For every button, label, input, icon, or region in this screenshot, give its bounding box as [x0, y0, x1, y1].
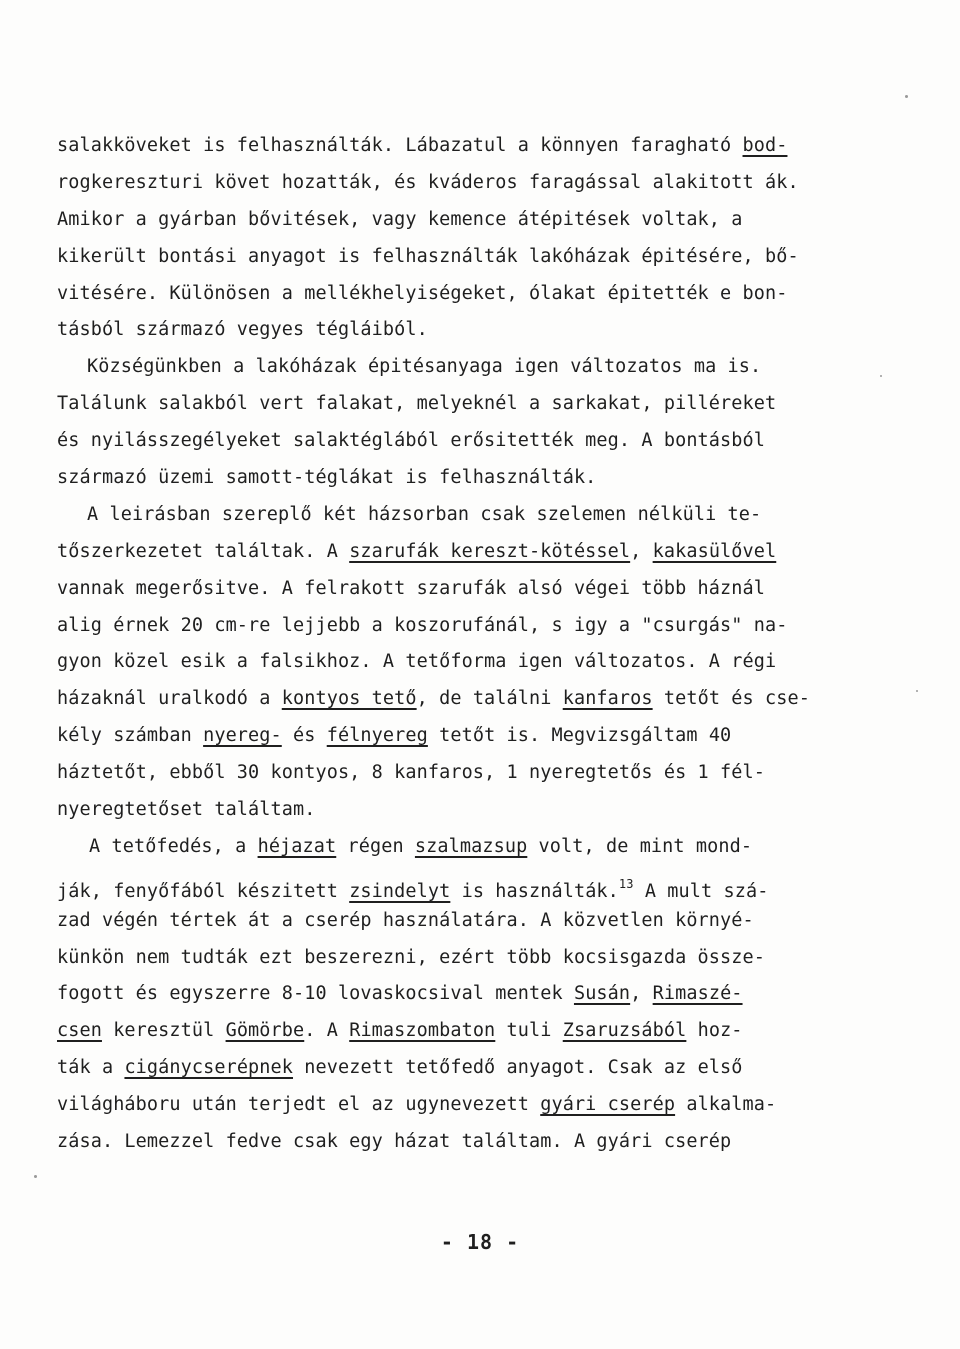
text-line	[57, 497, 817, 534]
text-run: Községünkben a lakóházak épitésanyaga igen változatos ma is.	[87, 356, 762, 378]
text-run: ják, fenyőfából készitett	[57, 880, 350, 902]
text-run: volt, de mint mond-	[527, 835, 753, 857]
underlined-term: szarufák kereszt-kötéssel	[349, 540, 631, 562]
text-run: származó üzemi samott-téglákat is felhasználták.	[57, 467, 597, 489]
underlined-term: bod-	[742, 135, 788, 156]
text-line	[57, 202, 817, 239]
text-run: ,	[630, 540, 653, 562]
text-line	[57, 534, 817, 571]
underlined-term: szalmazsup	[414, 835, 528, 857]
text-line	[57, 644, 817, 681]
text-run: ,	[630, 983, 653, 1005]
text-line	[57, 866, 817, 903]
scan-speck	[905, 95, 908, 98]
text-run: vannak megerősitve. A felrakott szarufák alsó végei több háznál	[57, 577, 765, 599]
text-run: , de találni	[416, 688, 563, 710]
text-line	[57, 386, 817, 423]
scan-speck	[34, 1175, 37, 1178]
text-run: házaknál uralkodó a	[57, 688, 282, 710]
text-run: salakköveket is felhasználták. Lábazatul a könnyen faragható	[57, 135, 743, 156]
text-run: Találunk salakból vert falakat, melyeknél a sarkakat, pilléreket	[57, 393, 777, 415]
text-line	[57, 128, 817, 165]
text-line	[57, 1087, 817, 1124]
underlined-term: csen	[57, 1020, 102, 1042]
underlined-term: Gömörbe	[225, 1020, 305, 1042]
text-line	[57, 755, 817, 792]
text-line	[57, 976, 817, 1013]
underlined-term: félnyereg	[326, 725, 428, 747]
text-run: és nyilásszegélyeket salaktéglából erősitették meg. A bontásból	[57, 430, 765, 452]
underlined-term: gyári cserép	[540, 1094, 676, 1116]
text-line	[57, 1124, 817, 1161]
text-run: és	[281, 725, 327, 747]
underlined-term: héjazat	[257, 835, 337, 857]
text-run: künkön nem tudták ezt beszerezni, ezért több kocsisgazda össze-	[57, 946, 765, 968]
text-run: zása. Lemezzel fedve csak egy házat találtam. A gyári cserép	[57, 1131, 732, 1153]
text-line	[57, 571, 817, 608]
text-run: nevezett tetőfedő anyagot. Csak az első	[293, 1057, 743, 1079]
text-line	[57, 940, 817, 977]
text-line	[57, 349, 817, 386]
text-run: vitésére. Különösen a mellékhelyiségeket, ólakat épitették e bon-	[57, 282, 788, 304]
text-line	[57, 312, 817, 349]
underlined-term: kakasülővel	[652, 540, 777, 562]
text-run: A leirásban szereplő két házsorban csak szelemen nélküli te-	[87, 503, 762, 525]
text-run: régen	[336, 835, 415, 857]
text-run: Amikor a gyárban bővitések, vagy kemence átépitések voltak, a	[57, 208, 743, 230]
scan-speck	[916, 690, 918, 692]
text-line	[57, 423, 817, 460]
text-run: zad végén tértek át a cserép használatára. A közvetlen környé-	[57, 909, 754, 931]
text-run: kikerült bontási anyagot is felhasználták lakóházak épitésére, bő-	[57, 245, 799, 267]
text-run: világháboru után terjedt el az ugynevezett	[57, 1094, 541, 1116]
underlined-term: Zsaruzsából	[562, 1020, 687, 1042]
text-line	[57, 608, 817, 645]
underlined-term: kanfaros	[562, 688, 653, 710]
text-run: keresztül	[101, 1020, 226, 1042]
page-number: - 18 -	[440, 1230, 520, 1254]
text-line	[57, 718, 817, 755]
text-run: tetőt és cse-	[652, 688, 810, 710]
scan-speck	[880, 375, 882, 377]
text-run: kély számban	[57, 725, 204, 747]
text-run: fogott és egyszerre 8-10 lovaskocsival mentek	[57, 983, 574, 1005]
text-run: háztetőt, ebből 30 kontyos, 8 kanfaros, 1 nyeregtetős és 1 fél-	[57, 762, 765, 784]
text-run: gyon közel esik a falsikhoz. A tetőforma igen változatos. A régi	[57, 651, 777, 673]
text-run: alig érnek 20 cm-re lejjebb a koszorufánál, s igy a "csurgás" na-	[57, 614, 788, 636]
underlined-term: Susán	[573, 983, 631, 1005]
text-run: hoz-	[686, 1020, 743, 1042]
underlined-term: cigánycserépnek	[124, 1057, 294, 1079]
text-line	[57, 1013, 817, 1050]
underlined-term: nyereg-	[203, 725, 282, 747]
body-text	[57, 128, 817, 1161]
text-run: tőszerkezetet találtak. A	[57, 540, 350, 562]
text-line	[57, 1050, 817, 1087]
text-run: . A	[304, 1020, 350, 1042]
text-run: A tetőfedés, a	[89, 835, 258, 857]
text-line	[57, 239, 817, 276]
text-run: alkalma-	[675, 1094, 777, 1116]
text-run: ták a	[57, 1057, 125, 1079]
text-line	[57, 792, 817, 829]
text-line	[57, 903, 817, 940]
underlined-term: Rimaszombaton	[349, 1020, 496, 1042]
text-run: tetőt is. Megvizsgáltam 40	[427, 725, 732, 747]
text-line	[57, 165, 817, 202]
text-run: is használták.	[450, 880, 619, 902]
text-run: A mult szá-	[633, 880, 769, 902]
text-line	[57, 681, 817, 718]
underlined-term: Rimaszé-	[652, 983, 743, 1005]
text-run: nyeregtetőset találtam.	[57, 799, 316, 821]
footnote-reference: 13	[618, 876, 634, 891]
underlined-term: zsindelyt	[349, 880, 451, 902]
text-run: tásból származó vegyes tégláiból.	[57, 319, 428, 341]
text-run: rogkereszturi követ hozatták, és kváderos faragással alakitott ák.	[57, 171, 799, 193]
underlined-term: kontyos tető	[281, 688, 417, 710]
text-line	[57, 460, 817, 497]
text-line	[57, 276, 817, 313]
text-run: tuli	[495, 1020, 563, 1042]
text-line	[57, 829, 817, 866]
